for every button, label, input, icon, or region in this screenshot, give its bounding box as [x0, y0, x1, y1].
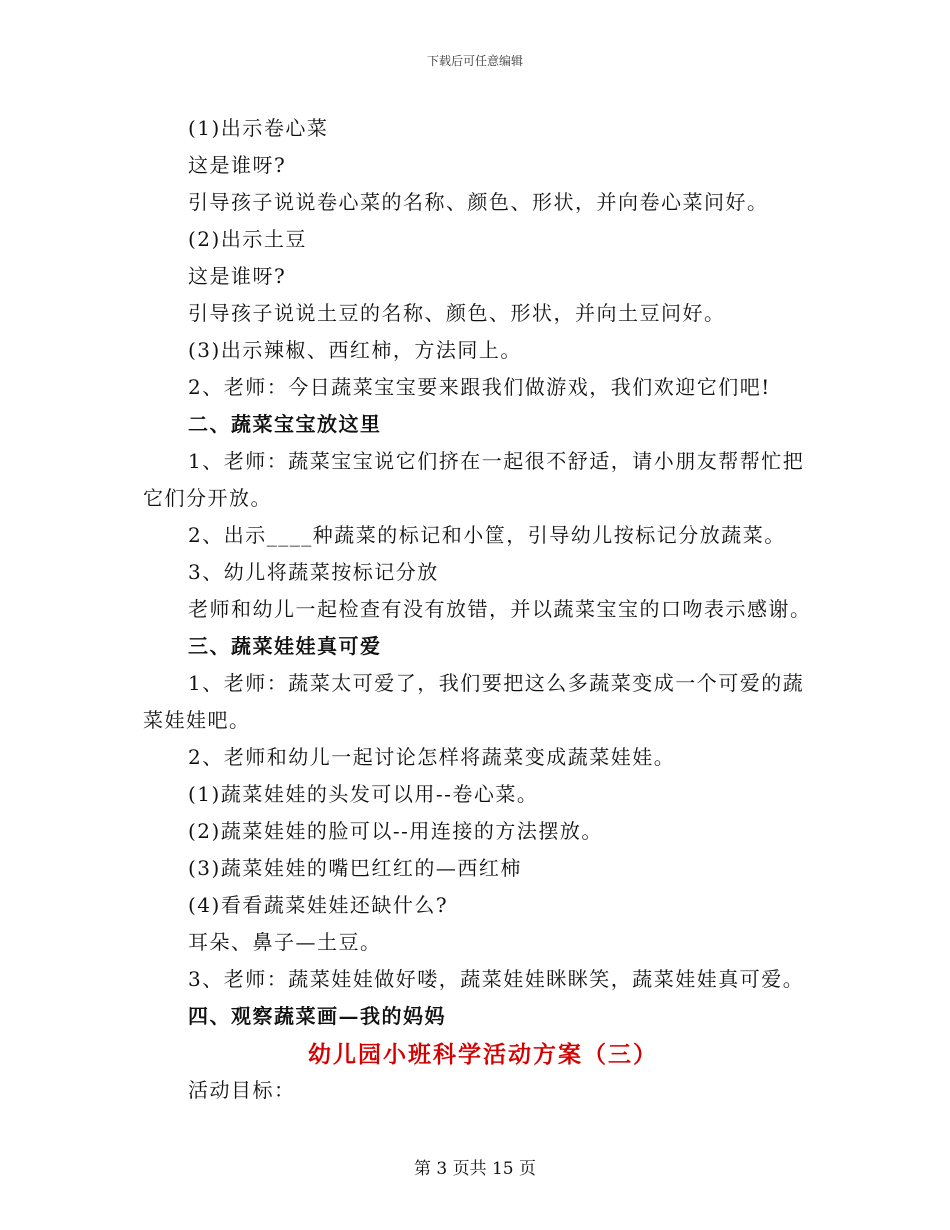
text-line: (4)看看蔬菜娃娃还缺什么?: [188, 893, 449, 917]
page-footer: 第 3 页共 15 页: [413, 1159, 537, 1179]
document-body: [143, 110, 823, 1109]
section-heading: 二、蔬菜宝宝放这里: [188, 412, 382, 436]
text-line: (2)出示土豆: [188, 227, 307, 251]
text-line: (2)蔬菜娃娃的脸可以--用连接的方法摆放。: [188, 819, 603, 843]
text-line: 3、老师：蔬菜娃娃做好喽，蔬菜娃娃眯眯笑，蔬菜娃娃真可爱。: [188, 967, 805, 991]
section-heading: 四、观察蔬菜画—我的妈妈: [188, 1004, 446, 1028]
text-line: 老师和幼儿一起检查有没有放错，并以蔬菜宝宝的口吻表示感谢。: [188, 597, 812, 621]
text-line: 它们分开放。: [143, 486, 272, 510]
text-line: 引导孩子说说卷心菜的名称、颜色、形状，并向卷心菜问好。: [188, 190, 769, 214]
text-line: 这是谁呀?: [188, 264, 287, 288]
text-line: 耳朵、鼻子—土豆。: [188, 930, 382, 954]
section-heading: 三、蔬菜娃娃真可爱: [188, 634, 382, 658]
text-line: (1)蔬菜娃娃的头发可以用--卷心菜。: [188, 782, 539, 806]
page-header: 下载后可任意编辑: [426, 54, 523, 68]
text-line: (3)蔬菜娃娃的嘴巴红红的—西红柿: [188, 856, 522, 880]
text-line: (1)出示卷心菜: [188, 116, 329, 140]
text-line: 3、幼儿将蔬菜按标记分放: [188, 560, 439, 584]
text-line: (3)出示辣椒、西红柿，方法同上。: [188, 338, 522, 362]
document-title: 幼儿园小班科学活动方案（三）: [308, 1041, 658, 1068]
text-line: 1、老师：蔬菜太可爱了，我们要把这么多蔬菜变成一个可爱的蔬: [188, 671, 805, 695]
text-line: 1、老师：蔬菜宝宝说它们挤在一起很不舒适，请小朋友帮帮忙把: [188, 449, 805, 473]
text-line: 2、出示____种蔬菜的标记和小筐，引导幼儿按标记分放蔬菜。: [188, 523, 786, 547]
text-line: 2、老师：今日蔬菜宝宝要来跟我们做游戏，我们欢迎它们吧!: [188, 375, 771, 399]
text-line: 引导孩子说说土豆的名称、颜色、形状，并向土豆问好。: [188, 301, 726, 325]
text-line: 菜娃娃吧。: [143, 708, 251, 732]
text-line: 这是谁呀?: [188, 153, 287, 177]
text-line: 2、老师和幼儿一起讨论怎样将蔬菜变成蔬菜娃娃。: [188, 745, 676, 769]
text-line: 活动目标：: [188, 1078, 296, 1102]
